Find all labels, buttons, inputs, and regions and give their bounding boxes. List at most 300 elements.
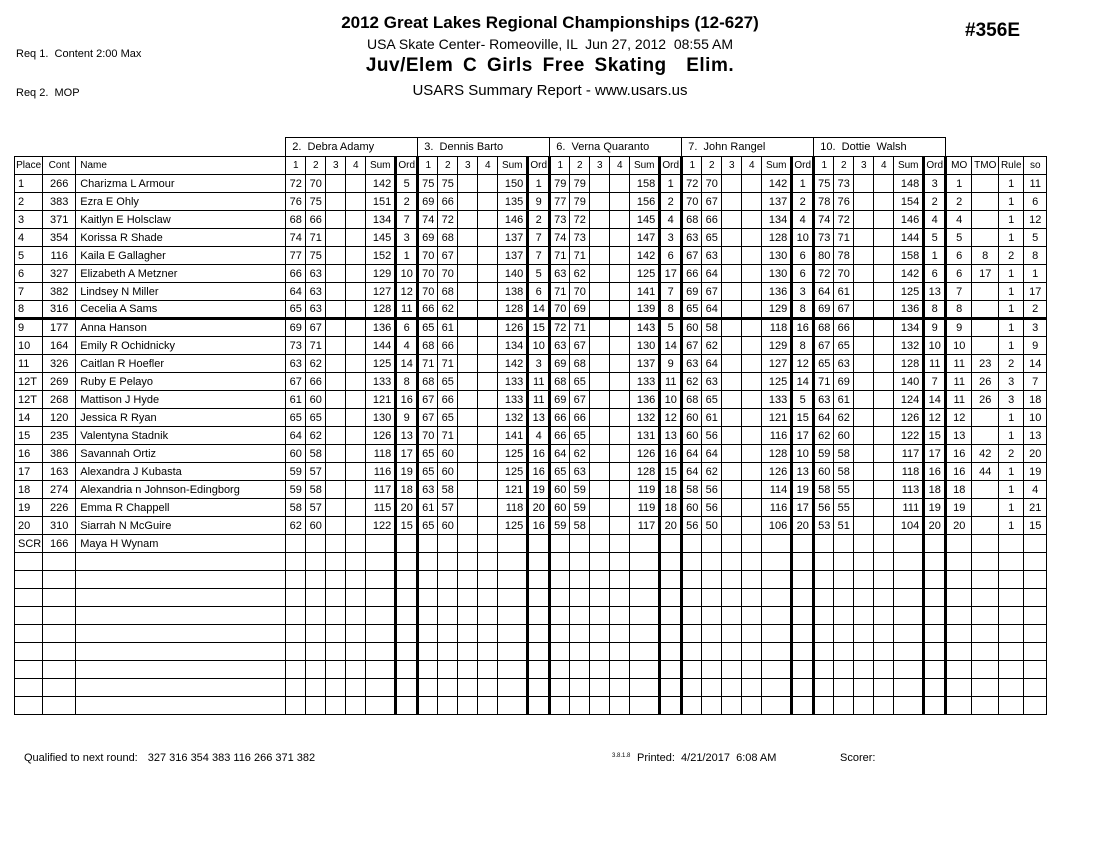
- sum-cell: 125: [630, 265, 660, 283]
- venue-date-line: USA Skate Center- Romeoville, IL Jun 27, 2012 08:55 AM: [366, 36, 734, 52]
- mark2-cell: 64: [702, 301, 722, 319]
- mark2-cell: 65: [702, 391, 722, 409]
- mark3-cell: [590, 391, 610, 409]
- sum-cell: [630, 535, 660, 553]
- trailing-cell: [999, 625, 1024, 643]
- mark1-cell: 72: [814, 265, 834, 283]
- mark1-cell: 64: [550, 445, 570, 463]
- mark-cell: [682, 661, 702, 679]
- mark2-cell: [834, 535, 854, 553]
- mark-cell: [610, 661, 630, 679]
- mark4-cell: [874, 319, 894, 337]
- mark4-cell: [610, 319, 630, 337]
- trailing-cell: [1024, 571, 1047, 589]
- sum-cell: 133: [630, 373, 660, 391]
- sum-cell: 129: [762, 301, 792, 319]
- mark4-cell: [742, 193, 762, 211]
- mark3-cell: [326, 499, 346, 517]
- judge-header: 10. Dottie Walsh: [814, 138, 946, 157]
- mark2-cell: 66: [438, 391, 458, 409]
- cont-cell: 383: [43, 193, 76, 211]
- ord-cell: [396, 625, 418, 643]
- ord-cell: [396, 589, 418, 607]
- mark1-cell: 70: [418, 247, 438, 265]
- mark-cell: [590, 589, 610, 607]
- empty-row: [15, 553, 1047, 571]
- sum-cell: 125: [762, 373, 792, 391]
- mark1-cell: 78: [814, 193, 834, 211]
- mark4-cell: [346, 211, 366, 229]
- name-cell: Maya H Wynam: [76, 535, 286, 553]
- mark1-cell: 66: [418, 301, 438, 319]
- mark-cell: [874, 625, 894, 643]
- mark2-cell: 68: [438, 229, 458, 247]
- sum-cell: 129: [366, 265, 396, 283]
- mark1-cell: 61: [286, 391, 306, 409]
- mark4-cell: [742, 175, 762, 193]
- mark3-cell: [458, 283, 478, 301]
- mark4-cell: [874, 499, 894, 517]
- mark1-cell: 64: [814, 409, 834, 427]
- mark-cell: [306, 661, 326, 679]
- ord-cell: [528, 679, 550, 697]
- mark-cell: [286, 571, 306, 589]
- sum-cell: 133: [498, 373, 528, 391]
- rule-cell: 1: [999, 337, 1024, 355]
- mark-cell: [438, 697, 458, 715]
- mark-cell: [570, 571, 590, 589]
- ord-cell: 17: [792, 427, 814, 445]
- col-header-name: Name: [76, 157, 286, 175]
- mark4-cell: [874, 373, 894, 391]
- cont-cell: 226: [43, 499, 76, 517]
- sum-cell: 133: [366, 373, 396, 391]
- rule-cell: [999, 535, 1024, 553]
- cont-cell: [43, 697, 76, 715]
- mark4-cell: [742, 427, 762, 445]
- sum-cell: 142: [894, 265, 924, 283]
- mark-cell: [458, 571, 478, 589]
- mark4-cell: [610, 211, 630, 229]
- mark1-cell: 65: [286, 409, 306, 427]
- mark-cell: [458, 643, 478, 661]
- mark-cell: [590, 553, 610, 571]
- sum-cell: [498, 553, 528, 571]
- ord-cell: 8: [792, 301, 814, 319]
- mark-cell: [570, 589, 590, 607]
- mark2-cell: 63: [570, 463, 590, 481]
- mark3-cell: [590, 247, 610, 265]
- sum-cell: [894, 535, 924, 553]
- sum-cell: 142: [630, 247, 660, 265]
- col-header-place: Place: [15, 157, 43, 175]
- rule-cell: 1: [999, 517, 1024, 535]
- mark2-cell: 71: [834, 229, 854, 247]
- col-header-mark: 3: [590, 157, 610, 175]
- ord-cell: 1: [792, 175, 814, 193]
- mark-cell: [306, 643, 326, 661]
- sum-cell: [894, 643, 924, 661]
- ord-cell: [396, 535, 418, 553]
- name-cell: Alexandra J Kubasta: [76, 463, 286, 481]
- ord-cell: 15: [660, 463, 682, 481]
- mark4-cell: [874, 337, 894, 355]
- mark-cell: [590, 661, 610, 679]
- mark2-cell: 50: [702, 517, 722, 535]
- sum-cell: [894, 625, 924, 643]
- name-cell: [76, 553, 286, 571]
- cont-cell: 274: [43, 481, 76, 499]
- table-row: [15, 193, 1047, 211]
- name-cell: Jessica R Ryan: [76, 409, 286, 427]
- mark4-cell: [874, 535, 894, 553]
- mark-cell: [418, 643, 438, 661]
- ord-cell: 15: [396, 517, 418, 535]
- mark1-cell: 74: [550, 229, 570, 247]
- sum-cell: 125: [498, 517, 528, 535]
- rule-cell: 3: [999, 391, 1024, 409]
- name-cell: Caitlan R Hoefler: [76, 355, 286, 373]
- col-header-tmo: TMO: [972, 157, 999, 175]
- mark2-cell: 63: [834, 355, 854, 373]
- sum-cell: 145: [630, 211, 660, 229]
- sum-cell: 113: [894, 481, 924, 499]
- mark1-cell: 73: [550, 211, 570, 229]
- ord-cell: [396, 643, 418, 661]
- so-cell: 9: [1024, 337, 1047, 355]
- ord-cell: 7: [660, 283, 682, 301]
- mark1-cell: 69: [418, 193, 438, 211]
- ord-cell: 20: [792, 517, 814, 535]
- ord-cell: 9: [924, 319, 946, 337]
- table-row: [15, 265, 1047, 283]
- sum-cell: [630, 661, 660, 679]
- col-header-mark: 3: [458, 157, 478, 175]
- mark-cell: [570, 661, 590, 679]
- ord-cell: [792, 571, 814, 589]
- sum-cell: [366, 535, 396, 553]
- sum-cell: 125: [498, 463, 528, 481]
- sum-cell: [366, 607, 396, 625]
- ord-cell: 18: [660, 481, 682, 499]
- mark-cell: [610, 553, 630, 571]
- mark4-cell: [742, 301, 762, 319]
- mark-cell: [438, 643, 458, 661]
- trailing-cell: [946, 679, 972, 697]
- mark4-cell: [346, 175, 366, 193]
- ord-cell: 4: [924, 211, 946, 229]
- ord-cell: 4: [660, 211, 682, 229]
- mark2-cell: 65: [570, 373, 590, 391]
- place-cell: 14: [15, 409, 43, 427]
- mark4-cell: [874, 463, 894, 481]
- cont-cell: 327: [43, 265, 76, 283]
- ord-cell: 16: [528, 463, 550, 481]
- ord-cell: 7: [924, 373, 946, 391]
- sum-cell: [366, 571, 396, 589]
- mark3-cell: [590, 517, 610, 535]
- corner-blank: [946, 138, 1047, 157]
- mark1-cell: 59: [286, 481, 306, 499]
- mark-cell: [478, 697, 498, 715]
- mark-cell: [682, 625, 702, 643]
- trailing-cell: [999, 571, 1024, 589]
- cont-cell: [43, 607, 76, 625]
- place-cell: 12T: [15, 391, 43, 409]
- so-cell: 20: [1024, 445, 1047, 463]
- mark-cell: [458, 661, 478, 679]
- table-row: [15, 535, 1047, 553]
- sum-cell: 126: [630, 445, 660, 463]
- mark1-cell: 79: [550, 175, 570, 193]
- mark-cell: [550, 625, 570, 643]
- ord-cell: 16: [396, 391, 418, 409]
- mark-cell: [346, 661, 366, 679]
- rule-cell: 1: [999, 481, 1024, 499]
- mark2-cell: 65: [834, 337, 854, 355]
- tmo-cell: [972, 427, 999, 445]
- mark2-cell: 65: [438, 373, 458, 391]
- mo-cell: 10: [946, 337, 972, 355]
- so-cell: 8: [1024, 247, 1047, 265]
- mark2-cell: 70: [834, 265, 854, 283]
- sum-cell: 130: [366, 409, 396, 427]
- mark-cell: [834, 697, 854, 715]
- sum-cell: [762, 625, 792, 643]
- mark-cell: [610, 625, 630, 643]
- mark-cell: [286, 661, 306, 679]
- mark1-cell: 65: [418, 517, 438, 535]
- ord-cell: 8: [396, 373, 418, 391]
- mark3-cell: [458, 265, 478, 283]
- mark-cell: [326, 697, 346, 715]
- name-cell: Kaitlyn E Holsclaw: [76, 211, 286, 229]
- mark-cell: [610, 607, 630, 625]
- mark-cell: [682, 571, 702, 589]
- mark-cell: [742, 607, 762, 625]
- cont-cell: [43, 625, 76, 643]
- mark4-cell: [478, 337, 498, 355]
- mark1-cell: 74: [418, 211, 438, 229]
- ord-cell: [924, 697, 946, 715]
- sum-cell: [630, 697, 660, 715]
- ord-cell: 19: [396, 463, 418, 481]
- mark2-cell: 56: [702, 427, 722, 445]
- col-header-mo: MO: [946, 157, 972, 175]
- mark3-cell: [854, 427, 874, 445]
- mark2-cell: 68: [570, 355, 590, 373]
- tmo-cell: [972, 517, 999, 535]
- mark2-cell: 67: [438, 247, 458, 265]
- mark2-cell: 63: [306, 283, 326, 301]
- mark-cell: [590, 625, 610, 643]
- mark4-cell: [478, 265, 498, 283]
- mark1-cell: 63: [682, 229, 702, 247]
- name-cell: Cecelia A Sams: [76, 301, 286, 319]
- ord-cell: [660, 643, 682, 661]
- mark2-cell: 68: [438, 283, 458, 301]
- trailing-cell: [1024, 679, 1047, 697]
- place-cell: 9: [15, 319, 43, 337]
- mark2-cell: [570, 535, 590, 553]
- mo-cell: 8: [946, 301, 972, 319]
- mark4-cell: [346, 481, 366, 499]
- ord-cell: [792, 589, 814, 607]
- ord-cell: 2: [792, 193, 814, 211]
- mark4-cell: [610, 427, 630, 445]
- mark-cell: [458, 553, 478, 571]
- mark1-cell: 74: [814, 211, 834, 229]
- sum-cell: 128: [894, 355, 924, 373]
- mark2-cell: 60: [306, 517, 326, 535]
- mark-cell: [570, 679, 590, 697]
- tmo-cell: 8: [972, 247, 999, 265]
- mark4-cell: [742, 499, 762, 517]
- mark4-cell: [610, 337, 630, 355]
- rule-cell: 1: [999, 265, 1024, 283]
- mark3-cell: [722, 283, 742, 301]
- rule-cell: 1: [999, 463, 1024, 481]
- mark1-cell: 65: [550, 463, 570, 481]
- ord-cell: 4: [396, 337, 418, 355]
- mark2-cell: 62: [702, 337, 722, 355]
- mark1-cell: 63: [286, 355, 306, 373]
- mark4-cell: [742, 355, 762, 373]
- col-header-sum: Sum: [762, 157, 792, 175]
- sum-cell: 118: [366, 445, 396, 463]
- mark-cell: [874, 661, 894, 679]
- mark4-cell: [610, 229, 630, 247]
- col-header-sum: Sum: [894, 157, 924, 175]
- mark4-cell: [478, 247, 498, 265]
- ord-cell: [792, 607, 814, 625]
- mark3-cell: [458, 211, 478, 229]
- mark3-cell: [722, 319, 742, 337]
- sum-cell: [498, 679, 528, 697]
- cont-cell: 316: [43, 301, 76, 319]
- ord-cell: 3: [792, 283, 814, 301]
- trailing-cell: [946, 661, 972, 679]
- sum-cell: 124: [894, 391, 924, 409]
- col-header-so: so: [1024, 157, 1047, 175]
- col-header-mark: 1: [814, 157, 834, 175]
- mark4-cell: [742, 481, 762, 499]
- ord-cell: 5: [396, 175, 418, 193]
- mark3-cell: [590, 265, 610, 283]
- trailing-cell: [999, 643, 1024, 661]
- mark4-cell: [742, 283, 762, 301]
- mark-cell: [590, 571, 610, 589]
- mark4-cell: [478, 301, 498, 319]
- mark-cell: [722, 697, 742, 715]
- mark1-cell: 73: [814, 229, 834, 247]
- mark3-cell: [458, 337, 478, 355]
- mark-cell: [742, 643, 762, 661]
- mark-cell: [814, 679, 834, 697]
- sum-cell: 152: [366, 247, 396, 265]
- mark-cell: [722, 661, 742, 679]
- mark2-cell: 60: [306, 391, 326, 409]
- trailing-cell: [999, 607, 1024, 625]
- mark1-cell: 59: [550, 517, 570, 535]
- place-cell: [15, 625, 43, 643]
- table-row: [15, 355, 1047, 373]
- mark4-cell: [742, 265, 762, 283]
- ord-cell: 20: [660, 517, 682, 535]
- ord-cell: 14: [924, 391, 946, 409]
- col-header-mark: 3: [854, 157, 874, 175]
- ord-cell: 11: [396, 301, 418, 319]
- mark-cell: [418, 571, 438, 589]
- cont-cell: 235: [43, 427, 76, 445]
- judge-header: 3. Dennis Barto: [418, 138, 550, 157]
- mark-cell: [682, 697, 702, 715]
- place-cell: [15, 661, 43, 679]
- mark-cell: [610, 589, 630, 607]
- mark4-cell: [874, 247, 894, 265]
- mark2-cell: 64: [702, 445, 722, 463]
- sum-cell: 125: [894, 283, 924, 301]
- judge-header: 7. John Rangel: [682, 138, 814, 157]
- ord-cell: 1: [528, 175, 550, 193]
- trailing-cell: [946, 625, 972, 643]
- mark1-cell: 67: [814, 337, 834, 355]
- mark3-cell: [326, 301, 346, 319]
- ord-cell: 12: [792, 355, 814, 373]
- trailing-cell: [946, 553, 972, 571]
- sum-cell: 145: [366, 229, 396, 247]
- mark1-cell: 53: [814, 517, 834, 535]
- mark1-cell: 65: [418, 445, 438, 463]
- so-cell: 19: [1024, 463, 1047, 481]
- mark4-cell: [478, 373, 498, 391]
- mark3-cell: [854, 517, 874, 535]
- mark2-cell: 75: [438, 175, 458, 193]
- mark3-cell: [458, 427, 478, 445]
- rule-cell: 1: [999, 211, 1024, 229]
- printed-timestamp: Printed: 4/21/2017 6:08 AM: [637, 752, 777, 764]
- mark3-cell: [722, 355, 742, 373]
- ord-cell: 2: [396, 193, 418, 211]
- sum-cell: 141: [630, 283, 660, 301]
- mark-cell: [286, 697, 306, 715]
- mark2-cell: 62: [702, 463, 722, 481]
- trailing-cell: [1024, 589, 1047, 607]
- mark-cell: [570, 643, 590, 661]
- ord-cell: 6: [660, 247, 682, 265]
- place-cell: 1: [15, 175, 43, 193]
- mark2-cell: 71: [438, 355, 458, 373]
- mark-cell: [854, 643, 874, 661]
- mark3-cell: [326, 481, 346, 499]
- mark-cell: [286, 553, 306, 571]
- mark1-cell: 67: [682, 337, 702, 355]
- trailing-cell: [1024, 661, 1047, 679]
- mark-cell: [326, 571, 346, 589]
- rule-cell: 1: [999, 319, 1024, 337]
- trailing-cell: [999, 679, 1024, 697]
- mark1-cell: 60: [682, 427, 702, 445]
- name-cell: Kaila E Gallagher: [76, 247, 286, 265]
- tmo-cell: [972, 229, 999, 247]
- mark-cell: [478, 589, 498, 607]
- mark-cell: [610, 571, 630, 589]
- mark3-cell: [854, 535, 874, 553]
- mark-cell: [418, 607, 438, 625]
- so-cell: [1024, 535, 1047, 553]
- trailing-cell: [999, 697, 1024, 715]
- col-header-mark: 4: [610, 157, 630, 175]
